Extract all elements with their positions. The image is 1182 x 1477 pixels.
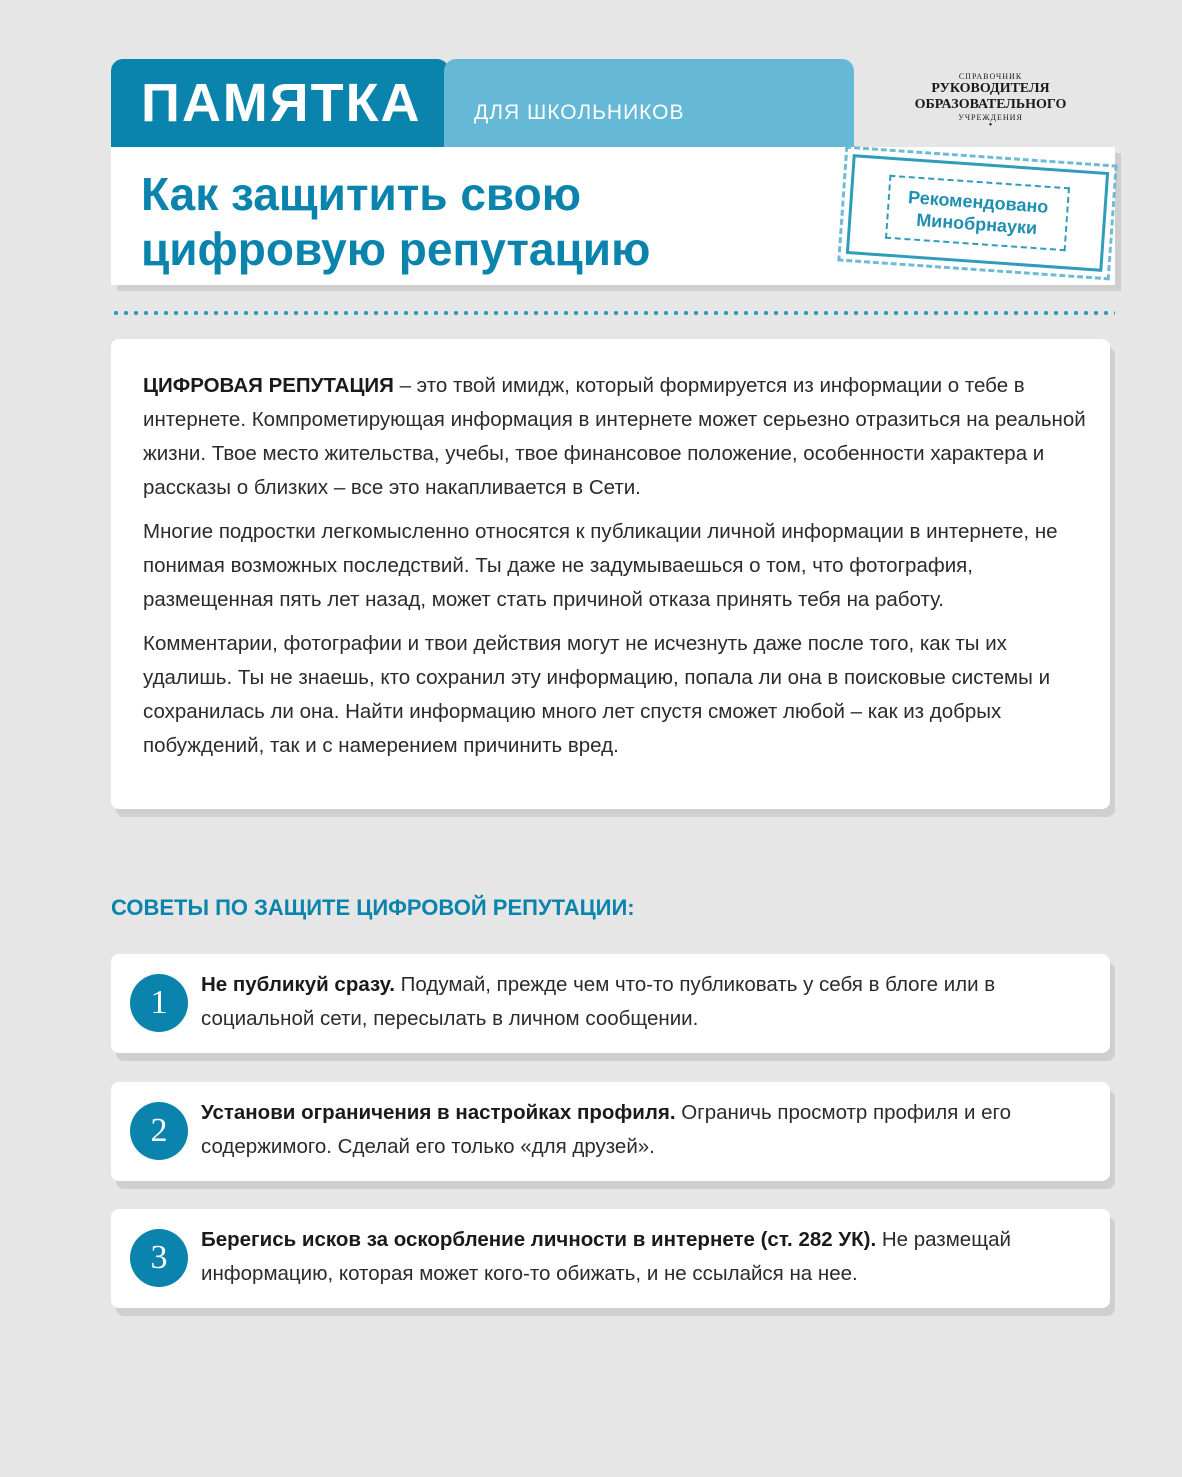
tip-number-badge: 1: [130, 974, 188, 1032]
recommended-stamp: [846, 154, 1109, 272]
header-tab-sub: [444, 59, 854, 147]
intro-term: ЦИФРОВАЯ РЕПУТАЦИЯ: [143, 374, 394, 397]
tip-number-badge: 2: [130, 1102, 188, 1160]
brand-top: СПРАВОЧНИК: [958, 72, 1023, 81]
tip-title: Установи ограничения в настройках профиля.: [201, 1101, 676, 1124]
stamp-line-1: Рекомендовано: [907, 187, 1050, 217]
tip-text: [201, 968, 1096, 1036]
tip-card-1: [111, 954, 1110, 1053]
title-line-1: Как защитить свою: [141, 168, 581, 220]
header-tab-main: [111, 59, 449, 147]
brand-logo: [888, 72, 1093, 130]
intro-definition: – это твой имидж, который формируется из информации о тебе в интернете. Компрометирующая информация в интернете может серьезно отразиться на реальной жизни. Твое место жительства, учебы, твое финансовое положение, особенности характера и рассказы о близких – все это накапливается в Сети.: [143, 374, 1086, 499]
intro-card: [111, 339, 1110, 809]
intro-paragraph-3: Комментарии, фотографии и твои действия могут не исчезнуть даже после того, как ты их удалишь. Ты не знаешь, кто сохранил эту информацию, попала ли она в поисковые системы и сохранилась ли она. Найти информацию много лет спустя сможет любой – как из добрых побуждений, так и с намерением причинить вред.: [143, 632, 1051, 757]
brand-line1: РУКОВОДИТЕЛЯ: [931, 81, 1050, 96]
tab-sub-label: ДЛЯ ШКОЛЬНИКОВ: [474, 101, 685, 124]
title-line-2: цифровую репутацию: [141, 223, 651, 275]
tip-body: Не размещай информацию, которая может кого-то обижать, и не ссылайся на нее.: [201, 1228, 1011, 1285]
page-title: [141, 167, 650, 277]
stamp-line-2: Минобрнауки: [915, 209, 1038, 239]
brand-line2: ОБРАЗОВАТЕЛЬНОГО: [914, 97, 1067, 112]
tip-card-2: [111, 1082, 1110, 1181]
stamp-text: [885, 175, 1069, 251]
tip-card-3: [111, 1209, 1110, 1308]
brand-dot: •: [988, 120, 993, 131]
tip-body: Подумай, прежде чем что-то публиковать у себя в блоге или в социальной сети, пересылать в личном сообщении.: [201, 973, 996, 1030]
intro-paragraph-1: [143, 369, 1088, 505]
dotted-divider: [111, 311, 1115, 315]
brand-bottom: УЧРЕЖДЕНИЯ: [958, 113, 1023, 122]
intro-text: [143, 369, 1088, 773]
tip-text: [201, 1096, 1096, 1164]
tip-title: Не публикуй сразу.: [201, 973, 395, 996]
tip-number-badge: 3: [130, 1229, 188, 1287]
tip-text: [201, 1223, 1096, 1291]
tips-heading: СОВЕТЫ ПО ЗАЩИТЕ ЦИФРОВОЙ РЕПУТАЦИИ:: [111, 895, 635, 920]
intro-paragraph-2: Многие подростки легкомысленно относятся к публикации личной информации в интернете, не понимая возможных последствий. Ты даже не задумываешься о том, что фотография, размещенная пять лет назад, может стать причиной отказа принять тебя на работу.: [143, 520, 1058, 611]
tip-title: Берегись исков за оскорбление личности в интернете (ст. 282 УК).: [201, 1228, 877, 1251]
tab-main-label: ПАМЯТКА: [141, 73, 422, 133]
tip-body: Ограничь просмотр профиля и его содержимого. Сделай его только «для друзей».: [201, 1101, 1011, 1158]
